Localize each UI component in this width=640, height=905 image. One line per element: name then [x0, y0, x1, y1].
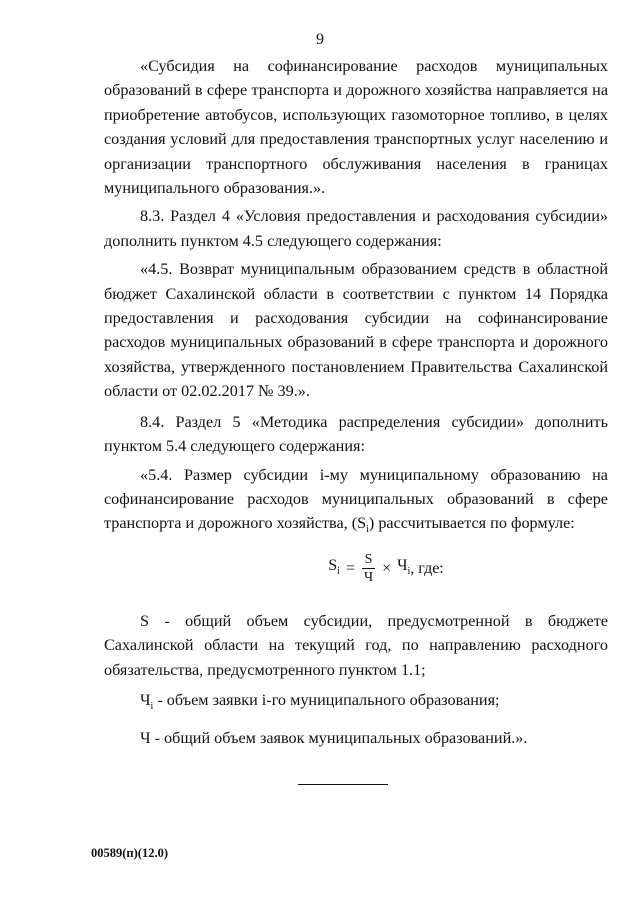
formula-rhs: $Ч_i$ [397, 556, 411, 577]
formula-lhs: $S_i$ [328, 556, 340, 577]
formula-fraction [361, 551, 376, 586]
paragraph-subsidy-purpose: «Субсидия на софинансирование расходов муниципальных образований в сфере транспорта и дорожного хозяйства направляется на приобретение автобусов, использующих газомоторное топливо, в целях создания условий для предоставления транспортных услуг населению и организации транспортного обслуживания населения в границах муниципального образования.». [104, 57, 608, 198]
definition-ch: Ч - общий объем заявок муниципальных образований.». [140, 728, 528, 747]
paragraph-4-5: «4.5. Возврат муниципальным образованием средств в областной бюджет Сахалинской области в соответствии с пунктом 14 Порядка предоставления и расходования субсидии на софинансирование расходов муниципальных образований в сфере транспорта и дорожного хозяйства, утвержденного постановлением Правительства Сахалинской области от 02.02.2017 № 39.». [104, 260, 608, 401]
paragraph-5-4-text-a: «5.4. Размер субсидии i-му муниципальному образованию на софинансирование расходов муниципальных образований в сфере транспорта и дорожного хозяйства, (S [104, 465, 608, 533]
paragraph-5-4-text-b: ) рассчитывается по формуле: [368, 514, 575, 533]
closing-rule [298, 784, 388, 785]
formula-denominator: Ч [363, 570, 374, 586]
document-body [104, 54, 608, 750]
formula-times: × [382, 559, 392, 577]
formula-numerator: S [362, 551, 376, 569]
formula-suffix: , где: [410, 559, 444, 577]
paragraph-5-4 [104, 463, 608, 543]
formula-equals: = [345, 559, 355, 577]
paragraph-8-3: 8.3. Раздел 4 «Условия предоставления и расходования субсидии» дополнить пунктом 4.5 следующего содержания: [104, 207, 608, 250]
formula [104, 547, 608, 591]
paragraph-5-4-subscript: i [366, 524, 369, 536]
paragraph-8-4: 8.4. Раздел 5 «Методика распределения субсидии» дополнить пунктом 5.4 следующего содержания: [104, 412, 608, 456]
document-code: 00589(п)(12.0) [91, 846, 168, 860]
page-number: 9 [316, 31, 324, 48]
definition-s: S - общий объем субсидии, предусмотренной в бюджете Сахалинской области на текущий год, по направлению расходного обязательства, предусмотренного пунктом 1.1; [104, 611, 608, 679]
definition-ch-i: $Ч_i$ - объем заявки i-го муниципального образования; [140, 691, 500, 713]
